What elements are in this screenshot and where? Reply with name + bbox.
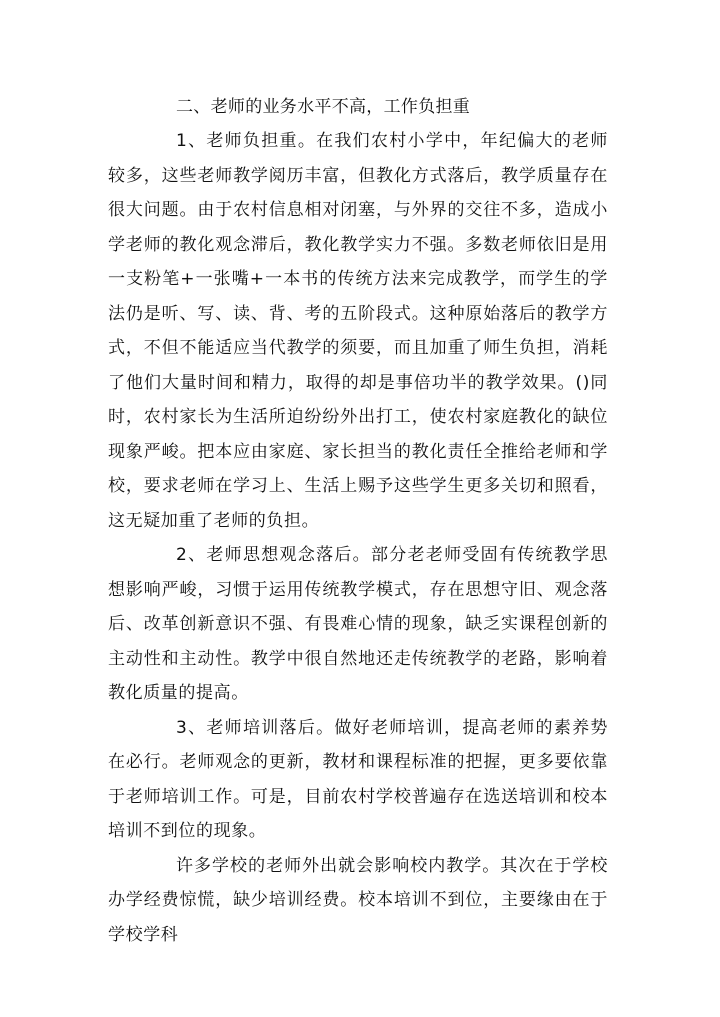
paragraph-training-issues: 许多学校的老师外出就会影响校内教学。其次在于学校办学经费惊慌，缺少培训经费。校本培训不到位，主要缘由在于学校学科 — [108, 855, 608, 945]
document-body — [108, 90, 608, 952]
paragraph-teacher-burden: 1、老师负担重。在我们农村小学中，年纪偏大的老师较多，这些老师教学阅历丰富，但教化方式落后，教学质量存在很大问题。由于农村信息相对闭塞，与外界的交往不多，造成小学老师的教化观念滞后，教化教学实力不强。多数老师依旧是用一支粉笔+一张嘴+一本书的传统方法来完成教学，而学生的学法仍是听、写、读、背、考的五阶段式。这种原始落后的教学方式，不但不能适应当代教学的须要，而且加重了师生负担，消耗了他们大量时间和精力，取得的却是事倍功半的教学效果。()同时，农村家长为生活所迫纷纷外出打工，使农村家庭教化的缺位现象严峻。把本应由家庭、家长担当的教化责任全推给老师和学校，要求老师在学习上、生活上赐予这些学生更多关切和照看，这无疑加重了老师的负担。 — [108, 131, 608, 531]
paragraph-teacher-mindset: 2、老师思想观念落后。部分老老师受固有传统教学思想影响严峻，习惯于运用传统教学模式，存在思想守旧、观念落后、改革创新意识不强、有畏难心情的现象，缺乏实课程创新的主动性和主动性。教学中很自然地还走传统教学的老路，影响着教化质量的提高。 — [108, 545, 608, 703]
section-heading: 二、老师的业务水平不高，工作负担重 — [176, 97, 471, 117]
paragraph-teacher-training: 3、老师培训落后。做好老师培训，提高老师的素养势在必行。老师观念的更新，教材和课程标准的把握，更多要依靠于老师培训工作。可是，目前农村学校普遍存在选送培训和校本培训不到位的现象。 — [108, 717, 608, 841]
